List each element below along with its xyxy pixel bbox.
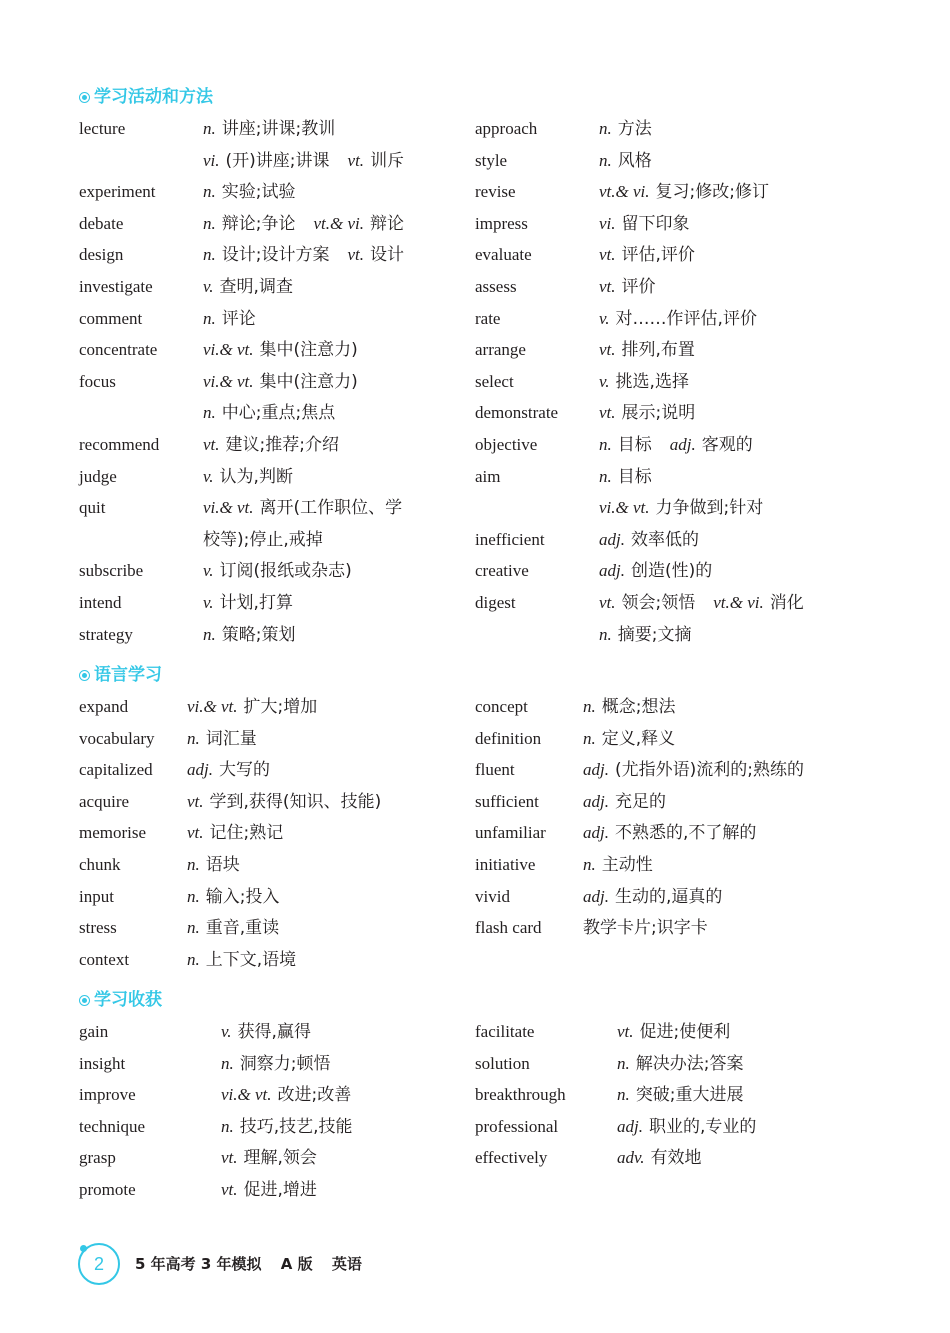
part-of-speech: n. [599, 435, 612, 454]
vocab-definitions [599, 307, 775, 331]
part-of-speech: n. [599, 150, 612, 170]
chinese-meaning: 展示;说明 [621, 403, 696, 424]
part-of-speech: n. [221, 1053, 234, 1073]
part-of-speech: n. [187, 728, 200, 748]
vocab-word: rate [475, 308, 501, 328]
chinese-meaning: 消化 [769, 593, 804, 613]
part-of-speech: n. [617, 1085, 630, 1105]
page-dot-decoration [80, 1245, 87, 1252]
chinese-meaning: 职业的,专业的 [648, 1116, 757, 1137]
vocab-definitions [599, 465, 670, 489]
vocab-word: judge [79, 466, 117, 486]
section-title [79, 988, 162, 1012]
chinese-meaning: 主动性 [601, 855, 653, 875]
vocab-word: recommend [79, 435, 160, 454]
chinese-meaning: 技巧,技艺,技能 [239, 1116, 353, 1137]
section-title [79, 85, 213, 109]
vocab-word: breakthrough [475, 1085, 566, 1105]
vocab-word: definition [475, 728, 542, 748]
vocab-definitions [203, 243, 422, 267]
chinese-meaning: 生动的,逼真的 [614, 886, 723, 907]
vocab-word: memorise [79, 823, 147, 843]
vocab-definitions [599, 149, 670, 173]
part-of-speech: n. [203, 213, 216, 233]
vocab-definitions [187, 758, 288, 782]
part-of-speech: vt. [599, 403, 616, 423]
part-of-speech: n. [583, 855, 596, 874]
section-bullet-icon [79, 92, 90, 103]
vocab-definitions [221, 1178, 335, 1202]
chinese-meaning: 挑选,选择 [615, 371, 689, 392]
chinese-meaning: 学到,获得(知识、技能) [209, 791, 382, 812]
chinese-meaning: 词汇量 [205, 728, 257, 749]
vocab-definitions [599, 528, 717, 552]
vocab-word: creative [475, 561, 529, 581]
part-of-speech: v. [221, 1022, 232, 1041]
vocab-word: capitalized [79, 760, 153, 780]
part-of-speech: vt. [221, 1180, 238, 1199]
vocab-word: aim [475, 466, 501, 486]
vocab-definitions [203, 623, 313, 647]
vocab-definitions [617, 1115, 774, 1139]
vocab-definitions [203, 559, 370, 583]
vocab-word: lecture [79, 119, 126, 138]
part-of-speech: vt. [599, 245, 616, 265]
part-of-speech: v. [203, 466, 214, 486]
vocab-word: concept [475, 697, 528, 716]
vocab-definitions [203, 338, 376, 362]
vocab-word: concentrate [79, 340, 158, 360]
part-of-speech: vi. [599, 213, 616, 233]
part-of-speech: adv. [617, 1148, 645, 1168]
vocab-definitions [599, 401, 713, 425]
chinese-meaning: 计划,打算 [219, 593, 293, 613]
chinese-meaning: 策略;策划 [221, 624, 296, 645]
chinese-meaning: 离开(工作职位、学 [259, 498, 403, 519]
chinese-meaning: 留下印象 [621, 213, 690, 234]
part-of-speech: vt. [347, 245, 365, 265]
vocab-definitions [187, 885, 297, 909]
part-of-speech: vi.& vt. [221, 1085, 272, 1105]
part-of-speech: adj. [617, 1116, 643, 1136]
chinese-meaning: 评价 [621, 277, 656, 297]
part-of-speech: n. [203, 624, 216, 644]
part-of-speech: vt. [187, 823, 204, 843]
vocab-word: subscribe [79, 561, 144, 581]
vocab-word: arrange [475, 340, 526, 360]
part-of-speech: vt. [599, 340, 616, 360]
section-bullet-icon [79, 995, 90, 1006]
vocab-definitions [187, 790, 399, 814]
vocab-word: impress [475, 213, 528, 233]
vocab-word: initiative [475, 855, 536, 874]
part-of-speech: n. [599, 119, 612, 138]
vocab-word: grasp [79, 1148, 116, 1168]
vocab-definitions [187, 853, 258, 877]
part-of-speech: adj. [583, 760, 609, 780]
vocab-word: stress [79, 918, 117, 938]
part-of-speech: v. [599, 308, 610, 328]
chinese-meaning: 复习;修改;修订 [655, 182, 769, 203]
book-title-text: 5 年高考 3 年模拟 [135, 1255, 262, 1273]
chinese-meaning: 大写的 [218, 760, 270, 781]
part-of-speech: adj. [187, 760, 213, 780]
chinese-meaning: 获得,赢得 [237, 1022, 311, 1042]
book-edition: A 版 [280, 1255, 313, 1273]
chinese-meaning: 评估,评价 [621, 245, 695, 266]
chinese-meaning: 概念;想法 [601, 697, 676, 717]
chinese-meaning: 客观的 [701, 435, 753, 455]
chinese-meaning: 设计 [370, 245, 405, 266]
chinese-meaning: 认为,判断 [219, 466, 293, 487]
part-of-speech: vi.& vt. [203, 498, 254, 518]
chinese-meaning: 集中(注意力) [259, 371, 358, 392]
vocab-definitions [599, 623, 709, 647]
part-of-speech: n. [617, 1053, 630, 1073]
vocab-definitions [187, 948, 314, 972]
chinese-meaning: 输入;投入 [205, 886, 280, 907]
chinese-meaning: 突破;重大进展 [635, 1085, 744, 1106]
chinese-meaning: 改进;改善 [277, 1085, 352, 1106]
vocab-definitions [599, 591, 822, 615]
part-of-speech: adj. [583, 886, 609, 906]
part-of-speech: n. [187, 855, 200, 874]
chinese-meaning: 目标 [617, 435, 652, 455]
vocab-definitions [203, 117, 353, 141]
vocab-definitions [203, 370, 376, 394]
vocab-word: expand [79, 697, 129, 716]
vocab-definitions [583, 758, 822, 782]
part-of-speech: n. [583, 697, 596, 716]
part-of-speech: n. [203, 403, 216, 423]
vocab-definitions [187, 695, 335, 719]
vocab-definitions [203, 433, 357, 457]
vocab-word: facilitate [475, 1022, 535, 1041]
part-of-speech: n. [203, 119, 216, 138]
part-of-speech: vt. [599, 277, 616, 296]
chinese-meaning: 上下文,语境 [205, 949, 297, 970]
vocab-word: debate [79, 213, 124, 233]
part-of-speech: vi.& vt. [203, 340, 254, 360]
chinese-meaning: 语块 [205, 855, 240, 875]
vocab-definitions [203, 275, 311, 299]
part-of-speech: adj. [669, 435, 696, 454]
vocab-word: acquire [79, 791, 130, 811]
part-of-speech: v. [599, 371, 610, 391]
vocab-definitions [221, 1052, 348, 1076]
vocab-word: strategy [79, 624, 133, 644]
vocab-word: revise [475, 182, 516, 202]
vocab-word: effectively [475, 1148, 548, 1168]
part-of-speech: adj. [583, 791, 609, 811]
vocab-definitions [583, 821, 774, 845]
chinese-meaning: 洞察力;顿悟 [239, 1053, 331, 1074]
vocab-definitions [203, 307, 274, 331]
part-of-speech: n. [203, 308, 216, 328]
part-of-speech: n. [187, 886, 200, 906]
chinese-meaning: 查明,调查 [219, 277, 293, 297]
chinese-meaning: 建议;推荐;介绍 [225, 435, 339, 455]
part-of-speech: vi.& vt. [187, 697, 238, 716]
chinese-meaning: 效率低的 [630, 529, 699, 550]
part-of-speech: n. [599, 624, 612, 644]
part-of-speech: vt. [221, 1148, 238, 1168]
section-title-text: 学习活动和方法 [94, 87, 213, 107]
vocab-word: solution [475, 1053, 530, 1073]
vocab-definitions [599, 117, 670, 141]
vocab-definitions [221, 1083, 369, 1107]
chinese-meaning: 排列,布置 [621, 340, 695, 361]
vocab-word: input [79, 886, 114, 906]
vocab-word: investigate [79, 277, 153, 296]
vocab-word: evaluate [475, 245, 532, 265]
chinese-meaning: 记住;熟记 [209, 823, 284, 844]
chinese-meaning: 校等);停止,戒掉 [203, 529, 323, 550]
vocab-definitions [583, 695, 693, 719]
vocab-word: chunk [79, 855, 121, 874]
vocab-word: intend [79, 593, 122, 612]
chinese-meaning: 有效地 [650, 1148, 702, 1169]
vocab-definitions [203, 401, 353, 425]
vocab-word: insight [79, 1053, 126, 1073]
chinese-meaning: 对……作评估,评价 [615, 308, 757, 329]
chinese-meaning: 训斥 [370, 150, 405, 171]
chinese-meaning: 目标 [617, 466, 652, 487]
chinese-meaning: 讲座;讲课;教训 [221, 119, 336, 139]
part-of-speech: vt. [347, 150, 365, 170]
vocab-word: professional [475, 1116, 559, 1136]
part-of-speech: vt. [187, 791, 204, 811]
chinese-meaning: (尤指外语)流利的;熟练的 [614, 760, 804, 781]
vocab-word: demonstrate [475, 403, 559, 423]
vocab-definitions [583, 885, 740, 909]
vocab-word: focus [79, 371, 116, 391]
vocab-word: vocabulary [79, 728, 155, 748]
part-of-speech: vt.& vi. [713, 593, 764, 612]
part-of-speech: n. [187, 949, 200, 969]
vocab-definitions [617, 1052, 761, 1076]
vocab-word: gain [79, 1022, 109, 1041]
vocab-definitions [203, 180, 313, 204]
vocab-definitions [599, 433, 771, 457]
vocab-definitions [187, 821, 301, 845]
vocab-definitions [617, 1146, 720, 1170]
section-title-text: 语言学习 [94, 665, 162, 685]
part-of-speech: vi.& vt. [599, 498, 650, 518]
vocab-definitions [599, 338, 713, 362]
vocab-definitions [599, 370, 707, 394]
vocab-word: design [79, 245, 124, 265]
chinese-meaning: 风格 [617, 150, 652, 171]
part-of-speech: v. [203, 277, 214, 296]
vocab-definitions [187, 727, 275, 751]
vocab-definitions [599, 275, 674, 299]
vocab-word: promote [79, 1180, 136, 1199]
vocab-definitions [599, 243, 713, 267]
part-of-speech: adj. [599, 529, 625, 549]
part-of-speech: adj. [583, 823, 609, 843]
vocab-definitions [617, 1083, 761, 1107]
chinese-meaning: 定义,释义 [601, 728, 676, 749]
chinese-meaning: 教学卡片;识字卡 [583, 918, 708, 939]
vocab-word: technique [79, 1116, 146, 1136]
vocab-word: quit [79, 498, 106, 518]
chinese-meaning: 创造(性)的 [630, 561, 713, 582]
vocab-definitions [599, 180, 787, 204]
chinese-meaning: 重音,重读 [205, 918, 280, 939]
vocab-word: unfamiliar [475, 823, 546, 843]
chinese-meaning: 促进;使便利 [639, 1022, 731, 1042]
vocab-definitions [599, 496, 781, 520]
chinese-meaning: 解决办法;答案 [635, 1053, 744, 1074]
vocab-definitions [583, 916, 726, 940]
chinese-meaning: 集中(注意力) [259, 340, 358, 361]
chinese-meaning: 实验;试验 [221, 182, 296, 203]
chinese-meaning: 扩大;增加 [243, 697, 318, 717]
part-of-speech: vi.& vt. [203, 371, 254, 391]
part-of-speech: vi. [203, 150, 220, 170]
chinese-meaning: 辩论 [370, 213, 404, 234]
vocab-word: assess [475, 277, 517, 296]
vocab-definitions [599, 559, 730, 583]
page-number: 2 [93, 1254, 104, 1274]
vocab-definitions [583, 790, 684, 814]
vocab-word: style [475, 150, 508, 170]
vocab-definitions [599, 212, 708, 236]
vocab-definitions [203, 528, 341, 552]
vocab-definitions [221, 1146, 335, 1170]
vocab-definitions [221, 1020, 329, 1044]
chinese-meaning: (开)讲座;讲课 [225, 150, 330, 171]
part-of-speech: adj. [599, 561, 625, 581]
vocab-word: vivid [475, 886, 510, 906]
vocab-word: inefficient [475, 529, 545, 549]
vocab-definitions [203, 212, 422, 236]
chinese-meaning: 设计;设计方案 [221, 245, 330, 266]
vocab-word: sufficient [475, 791, 539, 811]
vocab-definitions [187, 916, 297, 940]
vocab-definitions [221, 1115, 371, 1139]
vocab-definitions [617, 1020, 748, 1044]
part-of-speech: n. [203, 182, 216, 202]
vocab-definitions [583, 727, 693, 751]
part-of-speech: n. [599, 466, 612, 486]
vocab-definitions [583, 853, 671, 877]
part-of-speech: vt. [617, 1022, 634, 1041]
part-of-speech: n. [187, 918, 200, 938]
book-title [135, 1253, 376, 1274]
vocab-word: flash card [475, 918, 542, 938]
chinese-meaning: 评论 [221, 308, 256, 329]
chinese-meaning: 充足的 [614, 791, 666, 812]
vocab-word: digest [475, 593, 516, 612]
chinese-meaning: 理解,领会 [243, 1148, 317, 1169]
chinese-meaning: 摘要;文摘 [617, 624, 692, 645]
chinese-meaning: 领会;领悟 [621, 593, 696, 613]
chinese-meaning: 辩论;争论 [221, 213, 296, 234]
part-of-speech: v. [203, 593, 214, 612]
chinese-meaning: 方法 [617, 119, 652, 139]
section-title [79, 663, 162, 687]
vocab-word: comment [79, 308, 143, 328]
vocab-definitions [203, 591, 311, 615]
part-of-speech: vt.& vi. [599, 182, 650, 202]
vocab-word: approach [475, 119, 538, 138]
book-subject: 英语 [331, 1255, 362, 1273]
part-of-speech: vt. [599, 593, 616, 612]
vocab-word: improve [79, 1085, 136, 1105]
vocab-definitions [203, 149, 422, 173]
vocab-definitions [203, 496, 420, 520]
part-of-speech: vt. [203, 435, 220, 454]
chinese-meaning: 不熟悉的,不了解的 [614, 823, 757, 844]
chinese-meaning: 中心;重点;焦点 [221, 403, 336, 424]
part-of-speech: n. [221, 1116, 234, 1136]
vocab-word: context [79, 949, 130, 969]
part-of-speech: vt.& vi. [313, 213, 364, 233]
vocab-word: select [475, 371, 514, 391]
chinese-meaning: 促进,增进 [243, 1180, 317, 1200]
part-of-speech: n. [203, 245, 216, 265]
vocab-word: objective [475, 435, 538, 454]
section-title-text: 学习收获 [94, 990, 162, 1010]
chinese-meaning: 订阅(报纸或杂志) [219, 561, 352, 582]
vocab-word: experiment [79, 182, 156, 202]
vocab-word: fluent [475, 760, 515, 780]
chinese-meaning: 力争做到;针对 [655, 498, 764, 519]
part-of-speech: n. [583, 728, 596, 748]
vocab-definitions [203, 465, 311, 489]
section-bullet-icon [79, 670, 90, 681]
part-of-speech: v. [203, 561, 214, 581]
